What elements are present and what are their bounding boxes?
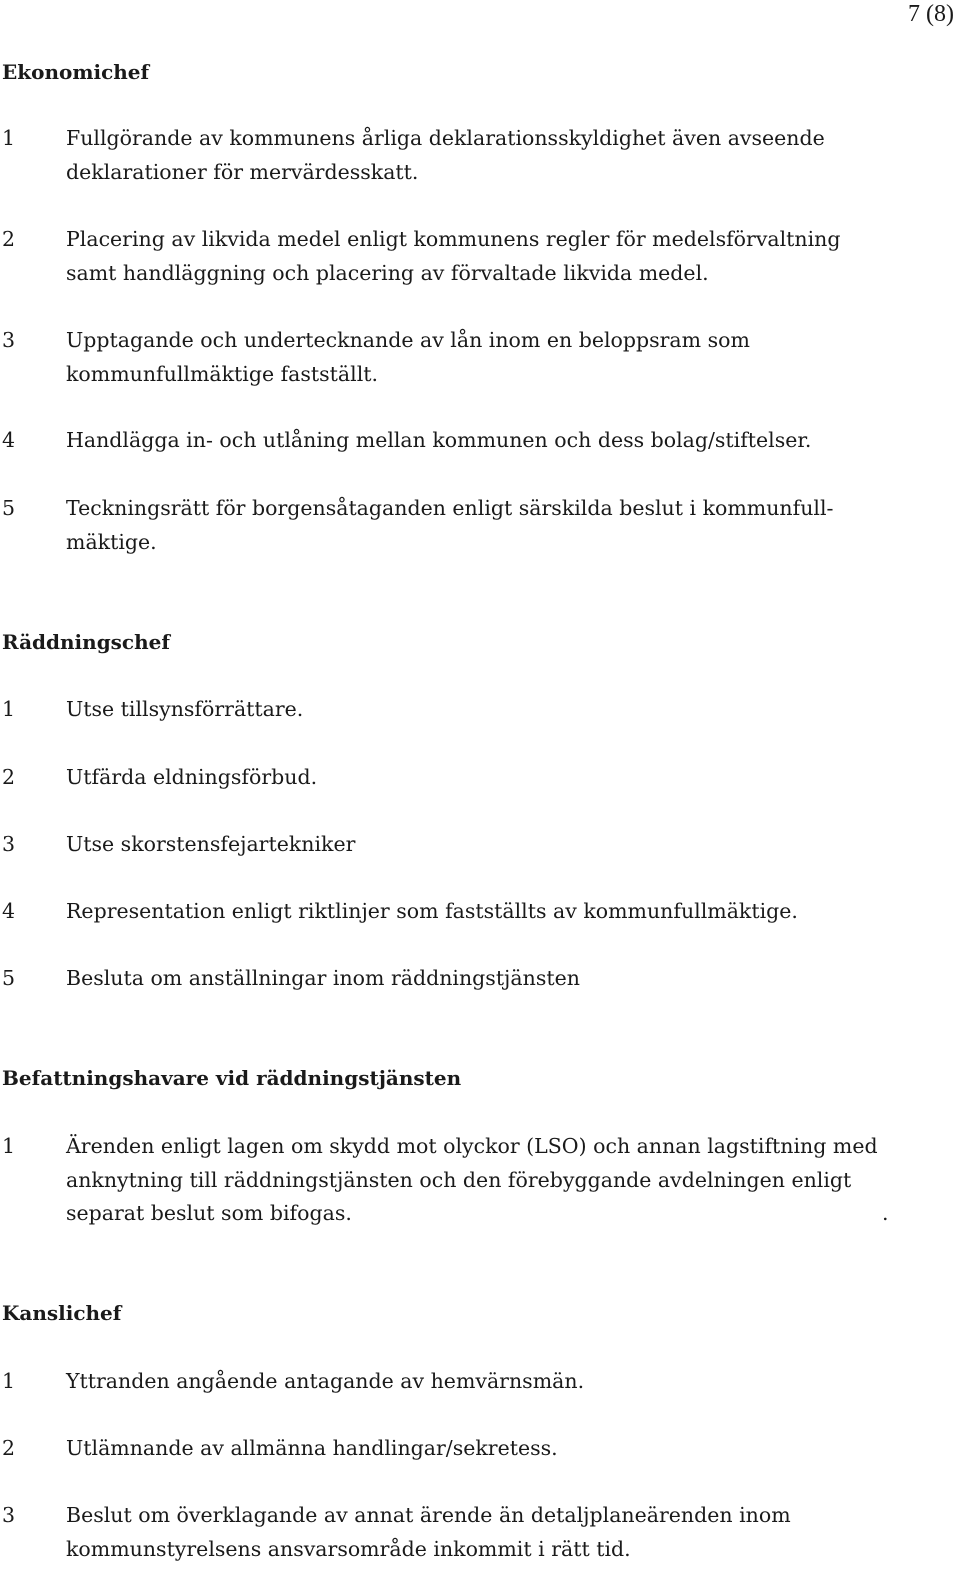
item-number: 5: [2, 496, 16, 520]
item-text: Besluta om anställningar inom räddningstjänsten: [66, 966, 580, 990]
item-number: 4: [2, 899, 16, 923]
trailing-period: .: [882, 1201, 889, 1225]
item-number: 3: [2, 1503, 16, 1527]
item-number: 2: [2, 227, 16, 251]
item-text: Utlämnande av allmänna handlingar/sekretess.: [66, 1436, 558, 1460]
item-text: Teckningsrätt för borgensåtaganden enligt särskilda beslut i kommunfull- mäktige.: [66, 496, 834, 554]
item-number: 2: [2, 765, 16, 789]
item-text: Utse tillsynsförrättare.: [66, 697, 304, 721]
item-text: Handlägga in- och utlåning mellan kommunen och dess bolag/stiftelser.: [66, 428, 812, 452]
item-text: Yttranden angående antagande av hemvärnsmän.: [66, 1369, 585, 1393]
item-number: 5: [2, 966, 16, 990]
item-text: Representation enligt riktlinjer som fastställts av kommunfullmäktige.: [66, 899, 798, 923]
page-number: 7 (8): [908, 1, 954, 27]
item-text: Beslut om överklagande av annat ärende än detaljplaneärenden inom kommunstyrelsens ansvarsområde inkommit i rätt tid.: [66, 1503, 791, 1561]
section-heading-ekonomichef: Ekonomichef: [2, 60, 150, 84]
item-text: Utse skorstensfejartekniker: [66, 832, 356, 856]
item-text: Upptagande och undertecknande av lån inom en beloppsram som kommunfullmäktige fastställt.: [66, 328, 750, 386]
section-heading-raddningschef: Räddningschef: [2, 630, 170, 654]
item-number: 3: [2, 328, 16, 352]
item-text: Placering av likvida medel enligt kommunens regler för medelsförvaltning samt handläggning och placering av förvaltade likvida medel.: [66, 227, 841, 285]
item-number: 4: [2, 428, 16, 452]
section-heading-befattningshavare: Befattningshavare vid räddningstjänsten: [2, 1066, 462, 1090]
item-number: 1: [2, 126, 16, 150]
item-number: 1: [2, 697, 16, 721]
item-text: Fullgörande av kommunens årliga deklarationsskyldighet även avseende deklarationer för mervärdesskatt.: [66, 126, 825, 184]
item-number: 2: [2, 1436, 16, 1460]
item-number: 3: [2, 832, 16, 856]
item-number: 1: [2, 1134, 16, 1158]
section-heading-kanslichef: Kanslichef: [2, 1301, 122, 1325]
item-text: Ärenden enligt lagen om skydd mot olyckor (LSO) och annan lagstiftning med anknytning till räddningstjänsten och den förebyggande avdelningen enligt separat beslut som bifogas.: [66, 1134, 878, 1225]
item-number: 1: [2, 1369, 16, 1393]
item-text: Utfärda eldningsförbud.: [66, 765, 318, 789]
list-item: [0, 1130, 940, 1231]
